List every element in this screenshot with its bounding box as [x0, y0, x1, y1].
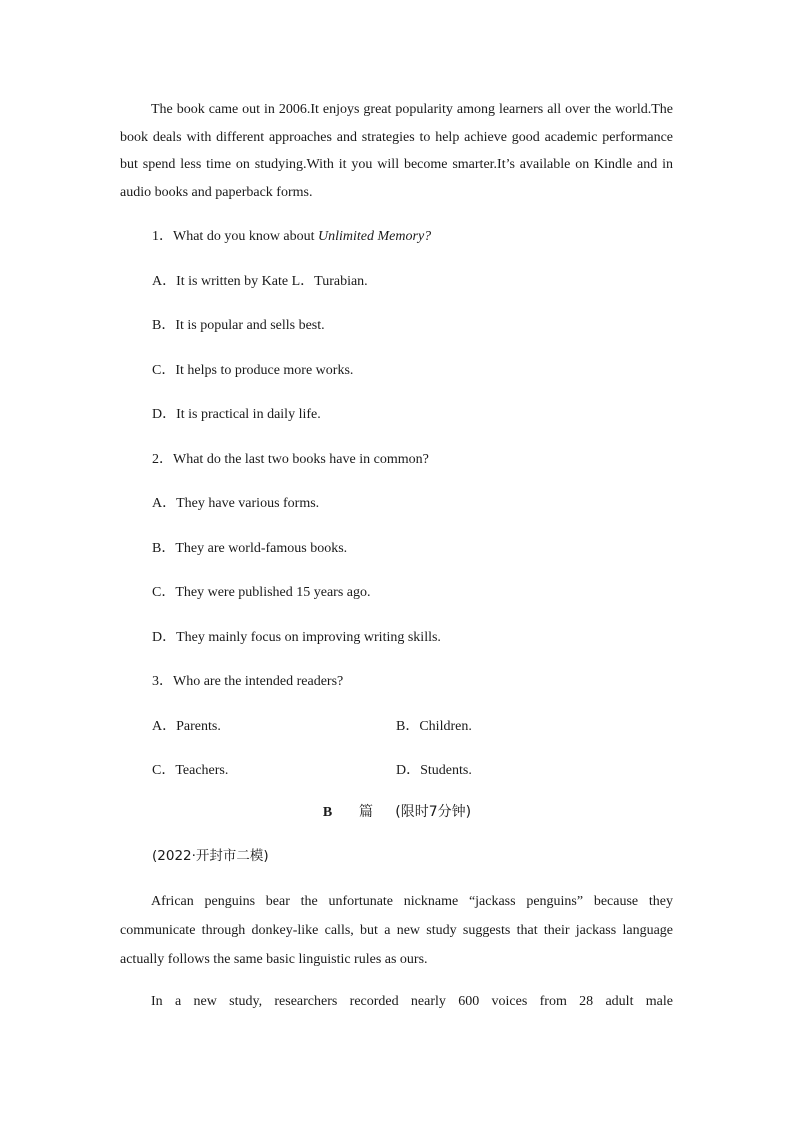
- section-letter: B: [322, 805, 333, 820]
- passage-b-paragraph-1: African penguins bear the unfortunate nickname “jackass penguins” because they communicate through donkey-like calls, but a new study suggests that their jackass language actually follows the same basic linguistic rules as ours.: [120, 894, 673, 967]
- question-2-option-d[interactable]: D．They mainly focus on improving writing skills.: [152, 630, 441, 645]
- question-2-option-a[interactable]: A．They have various forms.: [152, 496, 320, 511]
- question-1-option-c[interactable]: C．It helps to produce more works.: [152, 363, 354, 378]
- passage-b-paragraph-2: In a new study, researchers recorded nearly 600 voices from 28 adult male: [151, 994, 673, 1009]
- question-1-option-b[interactable]: B．It is popular and sells best.: [152, 318, 325, 333]
- book-title: Unlimited Memory?: [318, 229, 432, 244]
- source-note: (2022·开封市二模): [152, 848, 269, 864]
- section-label: 篇: [358, 804, 373, 820]
- section-b-heading: [0, 801, 794, 821]
- question-3-option-d[interactable]: D．Students.: [396, 763, 472, 778]
- question-3-option-a[interactable]: A．Parents.: [152, 719, 221, 734]
- question-3-option-b[interactable]: B．Children.: [396, 719, 472, 734]
- question-3-option-c[interactable]: C．Teachers.: [152, 763, 229, 778]
- question-2-stem: 2．What do the last two books have in common?: [152, 452, 429, 467]
- question-3-stem: 3．Who are the intended readers?: [152, 674, 344, 689]
- section-time-limit: (限时7分钟): [395, 804, 472, 820]
- question-2-option-c[interactable]: C．They were published 15 years ago.: [152, 585, 371, 600]
- question-2-option-b[interactable]: B．They are world-famous books.: [152, 541, 348, 556]
- question-1-stem: 1．What do you know about Unlimited Memory?: [152, 229, 432, 244]
- question-1-option-a[interactable]: A．It is written by Kate L．Turabian.: [152, 274, 368, 289]
- passage-text: The book came out in 2006.It enjoys great popularity among learners all over the world.The book deals with different approaches and strategies to help achieve good academic performance but spend less time on studying.With it you will become smarter.It’s available on Kindle and in audio books and paperback forms.: [120, 102, 673, 200]
- question-1-option-d[interactable]: D．It is practical in daily life.: [152, 407, 321, 422]
- passage-paragraph: [120, 96, 673, 206]
